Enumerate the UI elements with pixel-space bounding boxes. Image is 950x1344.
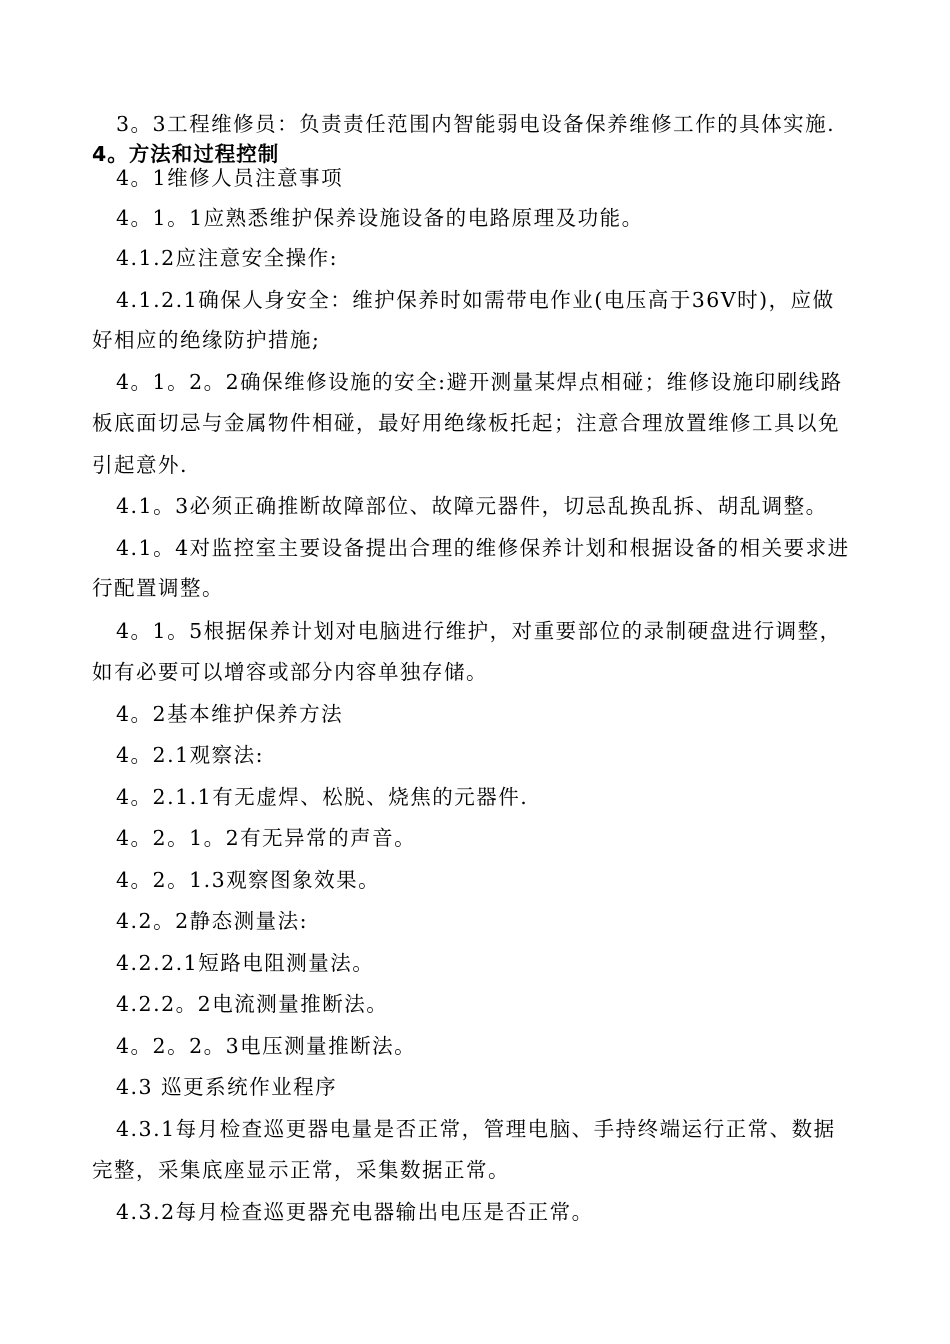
subheading-4-2: 4。2基本维护保养方法 — [116, 702, 344, 726]
paragraph-4-1-2-2-cont: 板底面切忌与金属物件相碰，最好用绝缘板托起；注意合理放置维修工具以免 — [92, 411, 840, 435]
section-heading-4: 4。方法和过程控制 — [92, 142, 280, 166]
paragraph-4-1-5: 4。1。5根据保养计划对电脑进行维护，对重要部位的录制硬盘进行调整， — [116, 619, 842, 643]
paragraph-4-1-2: 4.1.2应注意安全操作: — [116, 246, 339, 270]
paragraph-4-1-2-2-end: 引起意外. — [92, 453, 189, 477]
paragraph-4-2-1: 4。2.1观察法: — [116, 743, 265, 767]
paragraph-4-2-2-2: 4.2.2。2电流测量推断法。 — [116, 992, 389, 1016]
subheading-4-1: 4。1维修人员注意事项 — [116, 166, 344, 190]
paragraph-4-1-5-cont: 如有必要可以增容或部分内容单独存储。 — [92, 660, 488, 684]
paragraph-4-2-2: 4.2。2静态测量法: — [116, 909, 309, 933]
paragraph-4-2-1-1: 4。2.1.1有无虚焊、松脱、烧焦的元器件. — [116, 785, 529, 809]
paragraph-4-1-2-1-cont: 好相应的绝缘防护措施; — [92, 328, 321, 352]
paragraph-4-2-2-3: 4。2。2。3电压测量推断法。 — [116, 1034, 417, 1058]
paragraph-4-2-2-1: 4.2.2.1短路电阻测量法。 — [116, 951, 375, 975]
paragraph-4-1-3: 4.1。3必须正确推断故障部位、故障元器件，切忌乱换乱拆、胡乱调整。 — [116, 494, 828, 518]
paragraph-4-1-1: 4。1。1应熟悉维护保养设施设备的电路原理及功能。 — [116, 206, 644, 230]
paragraph-4-2-1-3: 4。2。1.3观察图象效果。 — [116, 868, 381, 892]
paragraph-4-2-1-2: 4。2。1。2有无异常的声音。 — [116, 826, 417, 850]
paragraph-4-1-4-cont: 行配置调整。 — [92, 576, 224, 600]
paragraph-4-1-2-1: 4.1.2.1确保人身安全：维护保养时如需带电作业(电压高于36V时)，应做 — [116, 288, 835, 312]
paragraph-4-1-4: 4.1。4对监控室主要设备提出合理的维修保养计划和根据设备的相关要求进 — [116, 536, 850, 560]
paragraph-4-3-1-cont: 完整，采集底座显示正常，采集数据正常。 — [92, 1158, 510, 1182]
paragraph-4-3-1: 4.3.1每月检查巡更器电量是否正常，管理电脑、手持终端运行正常、数据 — [116, 1117, 836, 1141]
paragraph-4-1-2-2: 4。1。2。2确保维修设施的安全:避开测量某焊点相碰；维修设施印刷线路 — [116, 370, 843, 394]
subheading-4-3: 4.3 巡更系统作业程序 — [116, 1075, 338, 1099]
paragraph-3-3: 3。3工程维修员：负责责任范围内智能弱电设备保养维修工作的具体实施. — [116, 112, 836, 136]
paragraph-4-3-2: 4.3.2每月检查巡更器充电器输出电压是否正常。 — [116, 1200, 594, 1224]
